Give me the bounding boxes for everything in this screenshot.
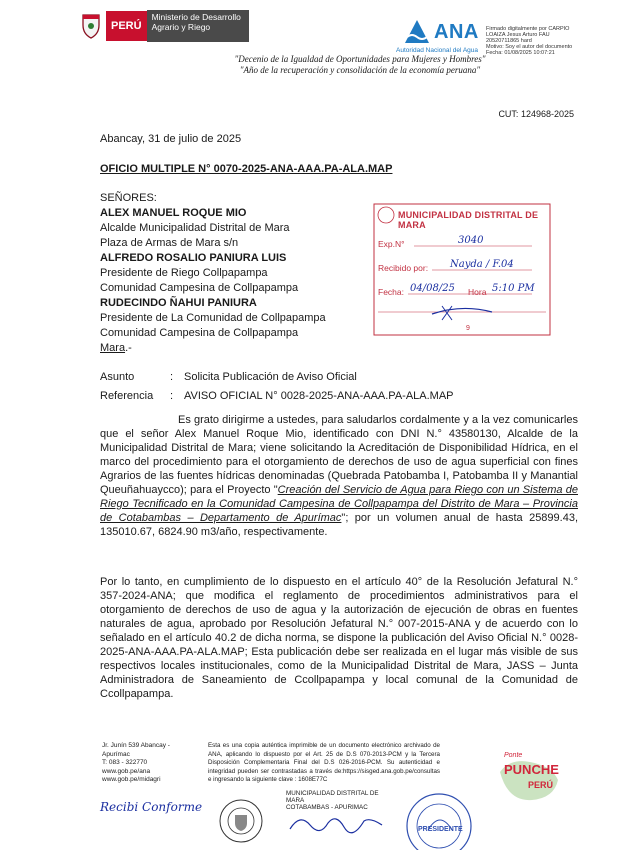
senores-label: SEÑORES: [100, 192, 157, 204]
project-name: Creación del Servicio de Agua para Riego con un Sistema de Riego Tecnificado en la Comunidad Campesina de Collpapampa del Distrito de Mara – Provincia de Cotabambas – Departamento de Apurímac [100, 484, 578, 524]
signature-line: Firmado digitalmente por CARPIO [486, 26, 570, 32]
referencia-row [100, 390, 454, 402]
signature-line: Motivo: Soy el autor del documento [486, 44, 573, 50]
paragraph-text: "; por un volumen anual de hasta 25899.43, 135010.67, 6824.90 m3/año, respectivamente. [100, 512, 579, 538]
addressee-line: Comunidad Campesina de Collpapampa [100, 327, 299, 339]
footer-line: www.gob.pe/midagri [102, 776, 161, 783]
decenio-block [150, 54, 570, 76]
addressee-line: Comunidad Campesina de Collpapampa [100, 282, 299, 294]
addressee-line: ALFREDO ROSALIO PANIURA LUIS [100, 252, 287, 264]
ministerio-label: Ministerio de Desarrollo Agrario y Riego [147, 10, 249, 42]
ponte-punche-logo [494, 752, 564, 807]
asunto-value: Solicita Publicación de Aviso Oficial [184, 371, 357, 383]
addressee-line: Plaza de Armas de Mara s/n [100, 237, 239, 249]
paragraph-text: Es grato dirigirme a ustedes, para saludarlos cordalmente y a la vez comunicarles que el señor Alex Manuel Roque Mio, identificado con DNI N.° 43580130, Alcalde de la Municipalidad Distrital de Mara; viene solicitando la Acreditación de Disponibilidad Hídrica, en el marco del procedimiento para el otorgamiento de derechos de uso de agua superficial con fines Agrarios de las fuentes hídricas denominadas (Quebrada Patobamba I, Patobamba II y Manantial Queuñahuaycco); para el Proyecto " [100, 414, 578, 496]
signature-line: Fecha: 01/08/2025 10:07:21 [486, 50, 555, 56]
punche-line: Ponte [504, 752, 523, 759]
city-suffix: .- [125, 342, 132, 354]
asunto-row [100, 371, 357, 383]
asunto-label: Asunto [100, 371, 135, 383]
footer-line: T: 083 - 322770 [102, 759, 148, 766]
signature-line: 20520711865 hard [486, 38, 532, 44]
reception-stamp [372, 202, 552, 337]
stamp-fecha-value: 04/08/25 [410, 283, 455, 294]
addressee-city [100, 341, 390, 356]
community-seal [398, 790, 480, 850]
addressee-line: Presidente de La Comunidad de Collpapampa [100, 312, 326, 324]
signature-scribble [286, 811, 386, 837]
stamp-hora-label: Hora [468, 287, 487, 297]
municipal-stamp-line: COTABAMBAS - APURIMAC [286, 804, 368, 811]
ministerio-logo [80, 10, 270, 42]
addressee-line: ALEX MANUEL ROQUE MIO [100, 207, 247, 219]
footer-line: Apurímac [102, 750, 130, 758]
community-seal-icon [398, 790, 480, 850]
stamp-recibido-value: Nayda / F.04 [450, 259, 514, 270]
addressee-block [100, 191, 390, 356]
stamp-title: MUNICIPALIDAD DISTRITAL DE MARA [398, 210, 539, 230]
footer-line: Jr. Junín 539 Abancay - [102, 742, 170, 749]
document-date: Abancay, 31 de julio de 2025 [100, 133, 242, 145]
municipal-stamp-line: MUNICIPALIDAD DISTRITAL DE MARA [286, 790, 379, 804]
ana-subtitle: Autoridad Nacional del Agua [396, 47, 479, 54]
presidente-label: PRESIDENTE [418, 826, 463, 833]
addressee-line: RUDECINDO ÑAHUI PANIURA [100, 297, 257, 309]
signature-line: LOAIZA Jesus Arturo FAU [486, 32, 550, 38]
punche-line: PERÚ [528, 780, 554, 790]
stamp-exp-value: 3040 [458, 235, 484, 246]
asunto-colon: : [170, 371, 174, 383]
ana-wordmark: ANA [434, 21, 479, 43]
municipal-stamp-text [286, 790, 396, 839]
peru-shield-icon [80, 12, 102, 40]
stamp-recibido-label: Recibido por: [378, 263, 429, 273]
cut-number: CUT: 124968-2025 [498, 109, 574, 119]
punche-line: PUNCHE [504, 762, 559, 777]
referencia-value: AVISO OFICIAL N° 0028-2025-ANA-AAA.PA-ALA.MAP [184, 390, 454, 402]
stamp-fecha-label: Fecha: [378, 287, 404, 297]
stamp-hora-value: 5:10 PM [492, 283, 535, 294]
addressee-line: Alcalde Municipalidad Distrital de Mara [100, 222, 290, 234]
footer-contact [102, 742, 182, 785]
footer-line: www.gob.pe/ana [102, 767, 151, 775]
stamp-folio: 9 [466, 325, 470, 332]
footer-authenticity: Esta es una copia auténtica imprimible de un documento electrónico archivado de ANA, aplicando lo dispuesto por el Art. 25 de D.S 070-2013-PCM y la Tercera Disposición Complementaria Final del D.S 026-2016-PCM. Su autenticidad e integridad pueden ser contrastadas a través de:https://sisged.ana.gob.pe/consultas e ingresando la siguiente clave : 1608E77C [208, 742, 440, 783]
anio-line: "Año de la recuperación y consolidación de la economía peruana" [239, 65, 481, 75]
addressee-line: Presidente de Riego Collpapampa [100, 267, 268, 279]
referencia-label: Referencia [100, 390, 154, 402]
stamp-exp-label: Exp.N° [378, 239, 405, 249]
handwritten-received: Recibi Conforme [100, 800, 203, 814]
ana-drop-icon [402, 19, 432, 45]
decenio-line: "Decenio de la Igualdad de Oportunidades para Mujeres y Hombres" [234, 54, 486, 64]
municipal-seal-icon [218, 798, 264, 844]
oficio-title: OFICIO MULTIPLE N° 0070-2025-ANA-AAA.PA-ALA.MAP [100, 163, 393, 175]
city-name: Mara [100, 342, 126, 354]
ana-logo [396, 17, 488, 59]
referencia-colon: : [170, 390, 174, 402]
peru-label: PERÚ [106, 11, 147, 41]
digital-signature-block [486, 26, 626, 56]
body-paragraph-2: Por lo tanto, en cumplimiento de lo dispuesto en el artículo 40° de la Resolución Jefatural N.° 357-2024-ANA; que modifica el reglamento de procedimientos administrativos para el otorgamiento de derechos de uso de agua y la autorización de ejecución de obras en fuentes naturales de agua, aprobado por Resolución Jefatural N.° 007-2015-ANA y de acuerdo con lo señalado en el artículo 40.2 de dicha norma, se dispone la publicación del Aviso Oficial N.° 0028-2025-ANA-AAA.PA-ALA.MAP; Esta publicación debe ser realizada en el lugar más visible de sus respectivos locales institucionales, como de la Municipalidad Distrital de Mara, JASS – Junta Administradora de Saneamiento de Ccollpapampa y local comunal de la Comunidad de Ccollpapampa. [100, 576, 578, 700]
body-paragraph-1 [100, 413, 578, 539]
